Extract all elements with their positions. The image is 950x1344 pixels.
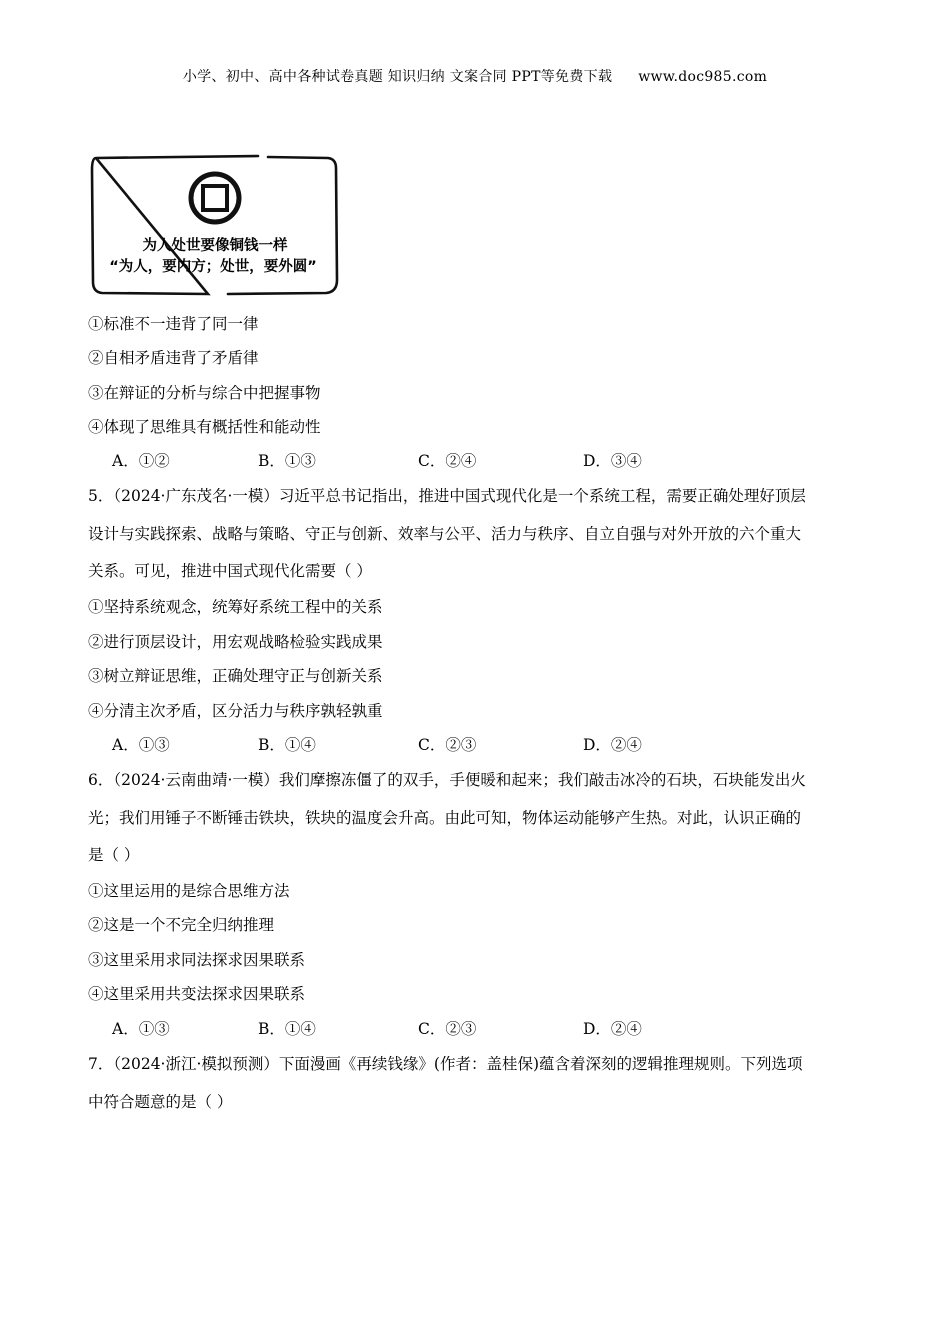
q6-item-2: ②这是一个不完全归纳推理 (88, 916, 275, 934)
q5-option-c[interactable]: C．②③ (418, 736, 477, 754)
copper-coin-icon (191, 174, 241, 222)
q5-item-4: ④分清主次矛盾，区分活力与秩序孰轻孰重 (88, 702, 383, 720)
q4-item-3: ③在辩证的分析与综合中把握事物 (88, 384, 321, 402)
q5-item-3: ③树立辩证思维，正确处理守正与创新关系 (88, 667, 383, 685)
coin-cartoon-figure (88, 152, 340, 298)
q4-option-b[interactable]: B．①③ (258, 452, 316, 470)
q5-option-d[interactable]: D．②④ (583, 736, 642, 754)
figure-caption-line2: “为人，要内方；处世，要外圆” (109, 259, 317, 275)
q4-option-d[interactable]: D．③④ (583, 452, 642, 470)
header-text: 小学、初中、高中各种试卷真题 知识归纳 文案合同 PPT等免费下载 (182, 69, 613, 85)
q6-item-1: ①这里运用的是综合思维方法 (88, 882, 290, 900)
header-site-link[interactable]: www.doc985.com (638, 69, 768, 85)
q6-option-c[interactable]: C．②③ (418, 1020, 477, 1038)
q6-item-3: ③这里采用求同法探求因果联系 (88, 951, 306, 969)
q4-option-c[interactable]: C．②④ (418, 452, 477, 470)
q5-stem-line-1: 5．（2024·广东茂名·一模）习近平总书记指出，推进中国式现代化是一个系统工程，需要正确处理好顶层 (88, 487, 806, 505)
q5-stem-line-3: 关系。可见，推进中国式现代化需要（ ） (88, 562, 372, 580)
q5-stem-line-2: 设计与实践探索、战略与策略、守正与创新、效率与公平、活力与秩序、自立自强与对外开放的六个重大 (88, 525, 802, 543)
q6-stem-line-1: 6．（2024·云南曲靖·一模）我们摩擦冻僵了的双手，手便暖和起来；我们敲击冰冷的石块，石块能发出火 (88, 771, 806, 789)
page-header (0, 66, 950, 86)
q4-item-2: ②自相矛盾违背了矛盾律 (88, 349, 259, 367)
q4-item-1: ①标准不一违背了同一律 (88, 315, 259, 333)
figure-caption-line1: 为人处世要像铜钱一样 (142, 238, 288, 254)
q7-stem-line-2: 中符合题意的是（ ） (88, 1093, 233, 1111)
q6-item-4: ④这里采用共变法探求因果联系 (88, 985, 306, 1003)
q4-option-a[interactable]: A．①② (112, 452, 170, 470)
q6-option-a[interactable]: A．①③ (112, 1020, 170, 1038)
q6-stem-line-2: 光；我们用锤子不断锤击铁块，铁块的温度会升高。由此可知，物体运动能够产生热。对此，认识正确的 (88, 809, 802, 827)
q7-stem-line-1: 7．（2024·浙江·模拟预测）下面漫画《再续钱缘》(作者：盖桂保)蕴含着深刻的逻辑推理规则。下列选项 (88, 1055, 803, 1073)
coin-cartoon-svg (88, 152, 340, 298)
q5-option-b[interactable]: B．①④ (258, 736, 316, 754)
q6-stem-line-3: 是（ ） (88, 846, 140, 864)
q5-option-a[interactable]: A．①③ (112, 736, 170, 754)
q5-item-1: ①坚持系统观念，统筹好系统工程中的关系 (88, 598, 383, 616)
q6-option-d[interactable]: D．②④ (583, 1020, 642, 1038)
q6-option-b[interactable]: B．①④ (258, 1020, 316, 1038)
q4-item-4: ④体现了思维具有概括性和能动性 (88, 418, 321, 436)
q5-item-2: ②进行顶层设计，用宏观战略检验实践成果 (88, 633, 383, 651)
